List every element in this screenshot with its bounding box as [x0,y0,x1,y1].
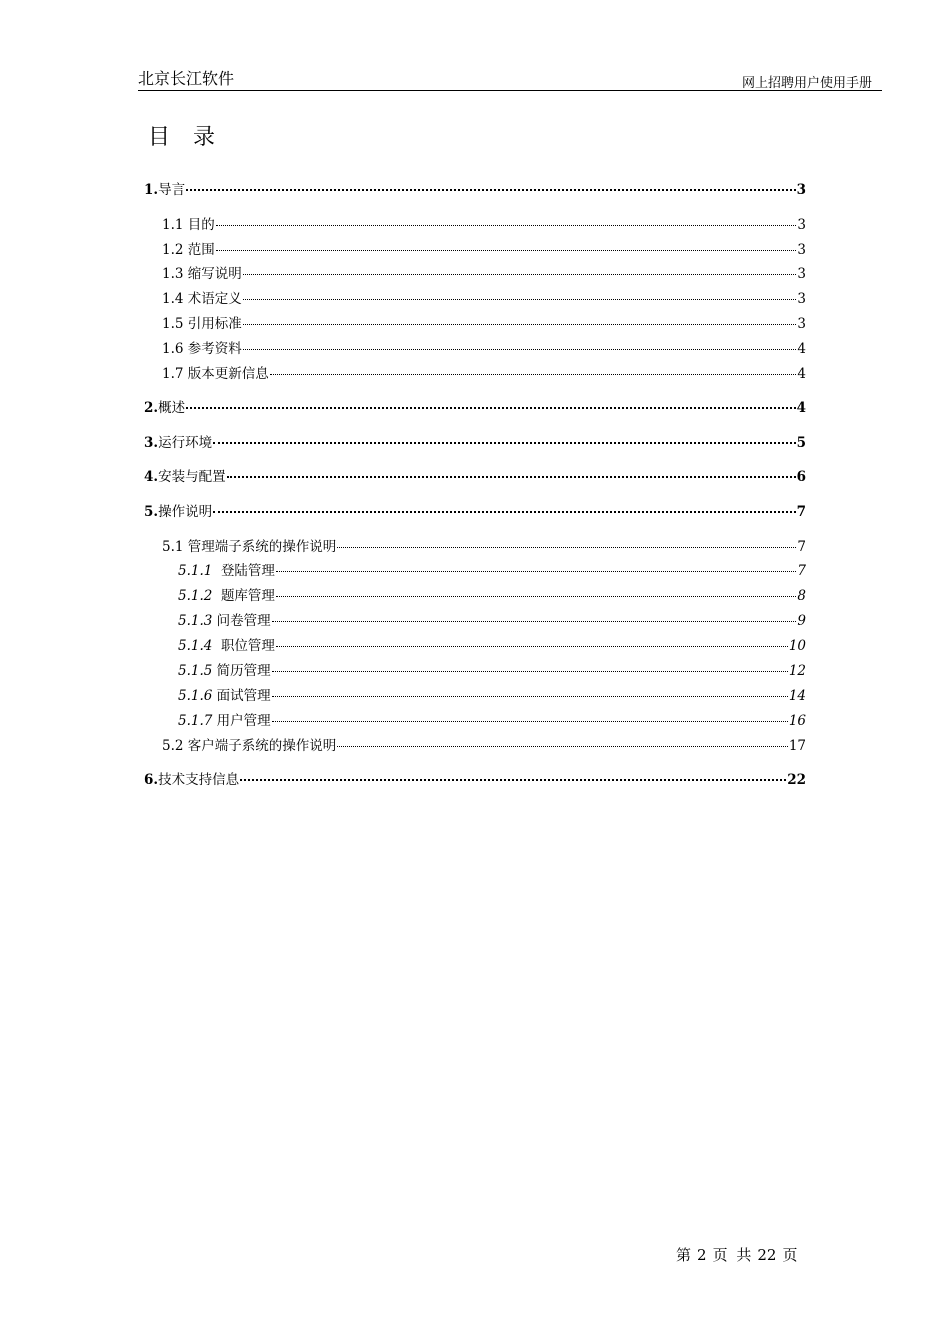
toc-dot-leader [337,547,796,548]
toc-entry-page: 10 [788,638,806,654]
toc-dot-leader [272,696,788,697]
toc-entry-number: 6. [144,772,159,788]
footer-current-page: 2 [697,1246,707,1264]
toc-entry[interactable] [162,362,806,382]
toc-dot-leader [243,349,797,350]
toc-entry-title: 目的 [187,217,215,233]
toc-entry-page: 14 [788,688,806,704]
toc-dot-leader [272,621,797,622]
footer-total-pages: 22 [757,1246,777,1264]
toc-entry-page: 7 [796,504,806,520]
footer-middle: 页 共 [712,1246,752,1264]
toc-entry-page: 3 [796,182,806,198]
toc-entry-page: 3 [797,266,806,282]
toc-entry-page: 7 [797,563,806,579]
toc-dot-leader [272,721,788,722]
toc-dot-leader [186,189,796,191]
toc-entry-page: 4 [796,400,806,416]
toc-entry-title: 参考资料 [187,341,242,357]
toc-entry-title: 问卷管理 [216,613,271,629]
toc-entry-number: 5.1.5 [178,663,217,679]
toc-entry-number: 3. [144,435,159,451]
toc-entry[interactable] [162,262,806,282]
toc-entry-title: 术语定义 [187,291,242,307]
toc-entry-number: 5.1.3 [178,613,217,629]
toc-entry-number: 5.1.2 [178,588,221,604]
toc-entry[interactable] [178,559,806,579]
toc-dot-leader [337,746,788,747]
toc-entry-page: 17 [788,738,806,754]
toc-entry-title: 登陆管理 [220,563,275,579]
toc-entry-title: 管理端子系统的操作说明 [187,539,337,555]
toc-entry-number: 5.1 [162,539,188,555]
toc-entry-page: 6 [796,469,806,485]
toc-entry-title: 技术支持信息 [158,772,240,788]
toc-dot-leader [216,250,797,251]
toc-entry[interactable] [178,659,806,679]
toc-entry-title: 安装与配置 [158,469,226,485]
toc-entry-title: 面试管理 [216,688,271,704]
toc-entry[interactable] [162,213,806,233]
toc-entry-title: 操作说明 [158,504,213,520]
toc-entry-number: 5.1.1 [178,563,221,579]
toc-entry-number: 1.6 [162,341,188,357]
toc-entry[interactable] [178,709,806,729]
toc-dot-leader [276,571,796,572]
toc-entry-number: 5.1.7 [178,713,217,729]
toc-entry-title: 缩写说明 [187,266,242,282]
toc-entry[interactable] [144,431,806,451]
footer-prefix: 第 [676,1246,692,1264]
toc-entry[interactable] [144,396,806,416]
header-doc-title: 网上招聘用户使用手册 [741,76,872,91]
toc-dot-leader [276,646,788,647]
toc-entry-page: 4 [797,366,806,382]
toc-dot-leader [213,511,796,513]
toc-dot-leader [227,476,796,478]
toc-entry-number: 5.2 [162,738,188,754]
toc-dot-leader [186,407,796,409]
toc-entry-page: 8 [797,588,806,604]
toc-entry-number: 5.1.4 [178,638,221,654]
toc-entry-title: 导言 [158,182,186,198]
toc-entry[interactable] [178,609,806,629]
toc-entry[interactable] [162,337,806,357]
toc-entry-title: 概述 [158,400,186,416]
toc-dot-leader [276,596,796,597]
toc-entry-number: 5.1.6 [178,688,217,704]
toc-entry-page: 3 [797,242,806,258]
toc-entry-page: 7 [797,539,806,555]
toc-entry[interactable] [178,634,806,654]
toc-entry[interactable] [162,734,806,754]
toc-dot-leader [216,225,797,226]
toc-entry[interactable] [178,584,806,604]
footer-suffix: 页 [782,1246,798,1264]
toc-entry[interactable] [144,500,806,520]
toc-entry-title: 引用标准 [187,316,242,332]
toc-entry-number: 1.2 [162,242,188,258]
toc-entry-page: 4 [797,341,806,357]
page-header [138,64,882,91]
toc-entry[interactable] [178,684,806,704]
toc-entry[interactable] [144,768,806,788]
toc-entry[interactable] [144,465,806,485]
toc-entry-number: 1.5 [162,316,188,332]
toc-entry-page: 12 [788,663,806,679]
toc-entry-number: 5. [144,504,159,520]
toc-entry-number: 4. [144,469,159,485]
toc-entry[interactable] [162,287,806,307]
toc-entry[interactable] [144,178,806,198]
toc-entry-page: 16 [788,713,806,729]
toc-entry-title: 职位管理 [220,638,275,654]
toc-entry-title: 客户端子系统的操作说明 [187,738,337,754]
toc-entry-page: 3 [797,291,806,307]
toc-entry-number: 1.3 [162,266,188,282]
toc-entry-number: 1.7 [162,366,188,382]
toc-entry-page: 3 [797,316,806,332]
toc-dot-leader [243,324,797,325]
toc-entry-title: 用户管理 [216,713,271,729]
toc-entry[interactable] [162,312,806,332]
toc-heading: 目 录 [148,125,223,150]
toc-entry-number: 1.4 [162,291,188,307]
toc-entry-page: 9 [797,613,806,629]
toc-dot-leader [243,274,797,275]
page-footer [676,1244,803,1265]
toc-entry-title: 题库管理 [220,588,275,604]
toc-entry-number: 2. [144,400,159,416]
toc-entry[interactable] [162,238,806,258]
toc-dot-leader [240,779,786,781]
toc-entry-number: 1. [144,182,159,198]
toc-entry-page: 5 [796,435,806,451]
header-company: 北京长江软件 [138,69,235,88]
toc-entry-page: 3 [797,217,806,233]
toc-entry-title: 版本更新信息 [187,366,269,382]
toc-entry-title: 范围 [187,242,215,258]
toc-entry-page: 22 [787,772,806,788]
toc-dot-leader [243,299,797,300]
toc-dot-leader [272,671,788,672]
toc-entry[interactable] [162,535,806,555]
toc-dot-leader [213,442,796,444]
toc-entry-title: 运行环境 [158,435,213,451]
toc-entry-title: 简历管理 [216,663,271,679]
toc-dot-leader [270,374,797,375]
toc-entry-number: 1.1 [162,217,188,233]
